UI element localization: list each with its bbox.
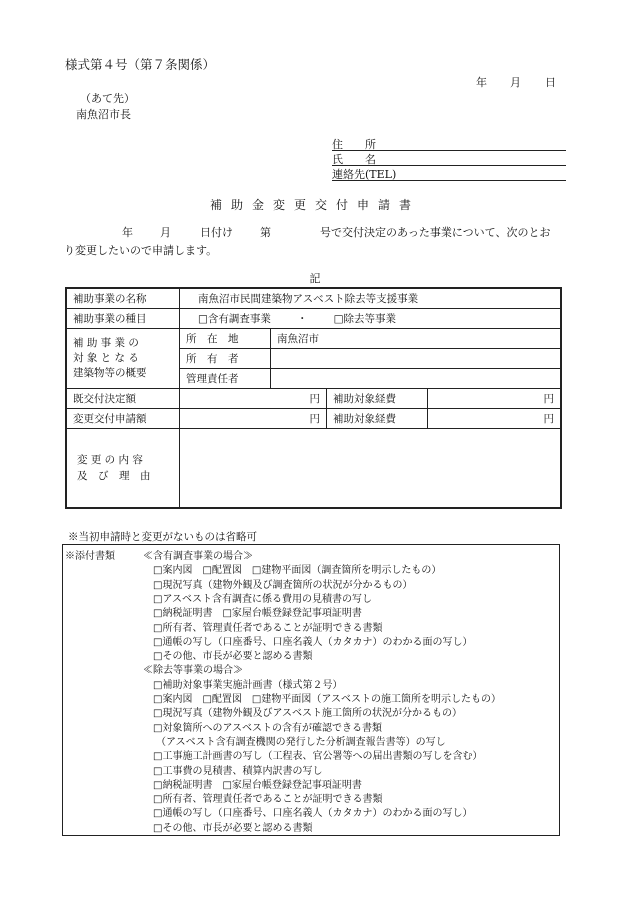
reason-label-line2: 及 び 理 由	[77, 470, 151, 482]
attachments-heading: ※添付書類	[65, 551, 115, 562]
para-year: 年	[122, 226, 133, 239]
cost-field-2[interactable]	[428, 409, 562, 429]
attachment-item[interactable]: □所有者、管理責任者であることが証明できる書類	[153, 794, 383, 806]
applicant-contact-field[interactable]	[332, 166, 566, 181]
yen-unit: 円	[543, 413, 554, 425]
yen-unit: 円	[309, 413, 320, 425]
building-label-line2: 対 象 と な る	[73, 352, 139, 364]
ki-label: 記	[309, 272, 321, 285]
form-number: 様式第４号（第７条関係）	[65, 57, 216, 72]
addressee-label: （あて先）	[80, 92, 135, 105]
project-name-value[interactable]: 南魚沼市民間建築物アスベスト除去等支援事業	[180, 288, 562, 309]
decided-amount-label: 既交付決定額	[66, 389, 180, 409]
attachment-item[interactable]: □工事費の見積書、積算内訳書の写し	[153, 765, 323, 777]
para-line2: り変更したいので申請します。	[64, 244, 218, 257]
attachment-item[interactable]: □対象箇所へのアスベストの含有が確認できる書類	[153, 722, 383, 734]
attachment-item[interactable]: □案内図 □配置図 □建物平面図（アスベストの施工箇所を明示したもの）	[153, 694, 501, 705]
content-survey-checkbox[interactable]: □含有調査事業	[198, 313, 271, 325]
request-paragraph	[64, 224, 574, 260]
attachment-item[interactable]: □納税証明書 □家屋台帳登録登記事項証明書	[153, 779, 362, 791]
attachment-item[interactable]: □案内図 □配置図 □建物平面図（調査箇所を明示したもの）	[153, 565, 442, 577]
location-label: 所 在 地	[180, 329, 271, 349]
reason-label-line1: 変 更 の 内 容	[77, 454, 143, 466]
attachment-item[interactable]: □現況写真（建物外観及びアスベスト施工箇所の状況が分かるもの）	[153, 708, 463, 720]
manager-label: 管理責任者	[180, 369, 271, 389]
applicant-name-label: 氏 名	[332, 153, 376, 166]
change-amount-field[interactable]	[180, 409, 327, 429]
owner-value[interactable]	[271, 349, 562, 369]
applicant-address-field[interactable]	[332, 136, 566, 151]
attachment-item[interactable]: □所有者、管理責任者であることが証明できる書類	[153, 622, 383, 634]
attachment-item[interactable]: □その他、市長が必要と認める書類	[153, 822, 313, 834]
attachment-item[interactable]: □現況写真（建物外観及び調査箇所の状況が分かるもの）	[153, 579, 413, 591]
attachment-item[interactable]: □通帳の写し（口座番号、口座名義人（カタカナ）のわかる面の写し）	[153, 808, 473, 820]
applicant-contact-label: 連絡先(TEL)	[332, 168, 397, 181]
addressee: 南魚沼市長	[76, 108, 131, 121]
attachment-item[interactable]: □納税証明書 □家屋台帳登録登記事項証明書	[153, 608, 362, 620]
project-type-label: 補助事業の種目	[66, 309, 180, 329]
attachment-item[interactable]: □工事施工計画書の写し（工程表、官公署等への届出書類の写しを含む）	[153, 751, 483, 763]
application-table	[65, 287, 562, 509]
attachment-section-heading: ≪含有調査事業の場合≫	[143, 551, 253, 562]
reason-label	[66, 429, 180, 509]
location-value[interactable]: 南魚沼市	[271, 329, 562, 349]
project-name-label: 補助事業の名称	[66, 288, 180, 309]
para-dai: 第	[260, 226, 271, 239]
type-separator: ・	[297, 313, 308, 325]
attachment-item[interactable]: □補助対象事業実施計画書（様式第２号）	[153, 679, 343, 691]
attachments-box	[62, 544, 560, 836]
applicant-address-label: 住 所	[332, 138, 376, 151]
omission-note: ※当初申請時と変更がないものは省略可	[68, 531, 257, 543]
cost-field-1[interactable]	[428, 389, 562, 409]
building-label-line3: 建築物等の概要	[73, 367, 147, 379]
change-amount-label: 変更交付申請額	[66, 409, 180, 429]
manager-value[interactable]	[271, 369, 562, 389]
removal-checkbox[interactable]: □除去等事業	[333, 313, 397, 325]
para-rest: 号で交付決定のあった事業について、次のとお	[320, 226, 551, 239]
para-month: 月	[160, 226, 171, 239]
attachment-item: （アスベスト含有調査機関の発行した分析調査報告書等）の写し	[156, 736, 446, 748]
attachment-item[interactable]: □アスベスト含有調査に係る費用の見積書の写し	[153, 593, 373, 605]
project-type-cell	[180, 309, 562, 329]
yen-unit: 円	[309, 393, 320, 405]
date-year-label: 年	[476, 76, 487, 89]
attachment-section-heading: ≪除去等事業の場合≫	[143, 665, 243, 677]
applicant-name-field[interactable]	[332, 151, 566, 166]
decided-amount-field[interactable]	[180, 389, 327, 409]
cost-label-1: 補助対象経費	[327, 389, 428, 409]
date-month-label: 月	[510, 76, 521, 89]
date-day-label: 日	[545, 76, 556, 89]
building-label-line1: 補 助 事 業 の	[73, 337, 139, 349]
para-day: 日付け	[200, 226, 233, 239]
owner-label: 所 有 者	[180, 349, 271, 369]
attachment-item[interactable]: □その他、市長が必要と認める書類	[153, 651, 313, 663]
reason-field[interactable]	[180, 429, 562, 509]
document-title: 補助金変更交付申請書	[209, 198, 420, 212]
building-overview-label	[66, 329, 180, 389]
cost-label-2: 補助対象経費	[327, 409, 428, 429]
yen-unit: 円	[543, 393, 554, 405]
attachment-item[interactable]: □通帳の写し（口座番号、口座名義人（カタカナ）のわかる面の写し）	[153, 636, 473, 648]
